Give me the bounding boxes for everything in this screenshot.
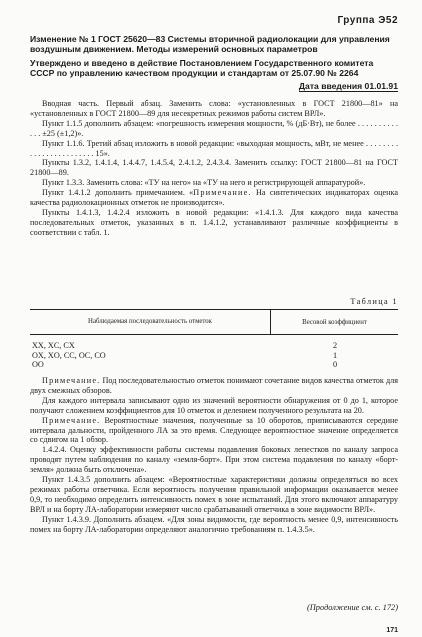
table <box>30 309 398 370</box>
paragraph <box>30 139 398 159</box>
document-body-continued <box>30 376 398 535</box>
paragraph-text: Вероятностные значения, полученные за 10 оборотов, приписываются середине интервала дальности, пройденного ЛА за это время. Следующее вероятностное значение определяется со сдвигом на 1 обзор. <box>30 415 398 445</box>
document-body <box>30 99 398 238</box>
paragraph: Вводная часть. Первый абзац. Заменить слова: «установленных в ГОСТ 21800—81» на «установленных в ГОСТ 21800—89 для несекретных режимов работы систем ВРЛ». <box>30 99 398 118</box>
paragraph <box>30 376 398 396</box>
column-header-coefficient: Весовой коэффициент <box>302 318 367 326</box>
table-cell: XX, XC, CX <box>32 341 75 350</box>
paragraph: 1.4.2.4. Оценку эффективности работы системы подавления боковых лепестков по каналу запроса проводят путем наблюдения по каналу «земля-борт». При этом система подавления по каналу «борт-земля» должна быть отключена». <box>30 445 398 475</box>
approval-statement: Утверждено и введено в действие Постановлением Государственного комитета СССР по управлению качеством продукции и стандартам от 25.07.90 № 2264 <box>30 57 374 78</box>
paragraph: Для каждого интервала записывают одно из значений вероятности обнаружения от 0 до 1, которое получают сложением коэффициентов для 10 отметок и делением полученного результата на 20. <box>30 395 398 415</box>
paragraph-text: На синтетических индикаторах оценка качества радиолокационных отметок не производится». <box>30 188 398 208</box>
change-title: Изменение № 1 ГОСТ 25620—83 Системы вторичной радиолокации для управления воздушным движением. Методы измерений основных параметров <box>30 34 390 55</box>
sequence-column <box>30 341 272 370</box>
paragraph <box>30 119 398 139</box>
paragraph: Пункт 1.4.3.9. Дополнить абзацем. «Для зоны видимости, где вероятность менее 0,9, интенсивность помех на борту ЛА-лаборатории определяют аналогично требованиям п. 1.4.3.5». <box>30 514 398 534</box>
table-title: Таблица 1 <box>350 297 398 306</box>
table-cell: 1 <box>332 350 338 360</box>
leader-dots: . . . . . . . . . . . . . . . . . . . . . . . . <box>30 138 399 158</box>
page-number: 171 <box>386 627 398 634</box>
paragraph: Пункты 1.4.1.3, 1.4.2.4 изложить в новой редакции: «1.4.1.3. Для каждого вида качества последовательных отметок, указанных в п. 1.4.1.2, устанавливают различные коэффициенты в соответствии с табл. 1. <box>30 207 398 237</box>
paragraph-value: 15». <box>95 148 110 158</box>
table-cell: 0 <box>332 360 338 370</box>
table-cell: OX, XO, CC, OC, CO <box>32 350 106 360</box>
paragraph <box>30 188 398 208</box>
note-label: Примечание. <box>193 188 252 198</box>
paragraph-text: Пункт 1.1.6. Третий абзац изложить в новой редакции: «выходная мощность, мВт, не менее <box>42 138 364 148</box>
table-body <box>30 335 398 370</box>
effective-date: Дата введения 01.01.91 <box>298 81 398 91</box>
note-label: Примечание. <box>42 415 101 425</box>
table-cell: 2 <box>332 341 338 350</box>
document-header <box>30 34 398 81</box>
coefficient-column <box>272 341 398 370</box>
paragraph-value: ±25 (±1,2)». <box>42 128 84 138</box>
table-cell: OO <box>32 360 44 370</box>
paragraph <box>30 416 398 446</box>
note-label: Примечание. <box>42 376 101 385</box>
leader-dots: . . . . . . . . . . . . . <box>30 118 399 138</box>
paragraph: Пункт 1.3.3. Заменить слова: «ТУ на него» на «ТУ на него и регистрирующей аппаратурой». <box>42 178 366 188</box>
paragraph-text: Пункт 1.4.1.2 дополнить примечанием. « <box>42 188 194 198</box>
column-header-sequence: Наблюдаемая последовательность отметок <box>30 310 271 334</box>
paragraph-text: Пункт 1.1.5 дополнить абзацем: «погрешность измерения мощности, % (дБ·Вт), не более <box>42 118 356 128</box>
group-label: Группа Э52 <box>337 15 398 26</box>
paragraph: Пункт 1.4.3.5 дополнить абзацем: «Вероятностные характеристики должны определяться во всех режимах работы ответчика. Если вероятность получения правильной информации оказывается менее 0,9, то необходимо определить интенсивность помех в зоне испытаний. Для этого включают аппаратуру ВРЛ и на борту ЛА-лаборатории измеряют число срабатываний ответчика в зоне видимости ВРЛ». <box>30 475 398 514</box>
paragraph-text: Под последовательностью отметок понимают сочетание видов качества отметок для двух смежных обзоров. <box>30 376 398 395</box>
paragraph: Пункты 1.3.2, 1.4.1.4, 1.4.4.7, 1.4.5.4, 2.4.1.2, 2.4.3.4. Заменить ссылку: ГОСТ 21800—81 на ГОСТ 21800—89. <box>30 158 398 178</box>
table-header <box>30 309 398 335</box>
continuation-note: (Продолжение см. с. 172) <box>306 603 398 612</box>
